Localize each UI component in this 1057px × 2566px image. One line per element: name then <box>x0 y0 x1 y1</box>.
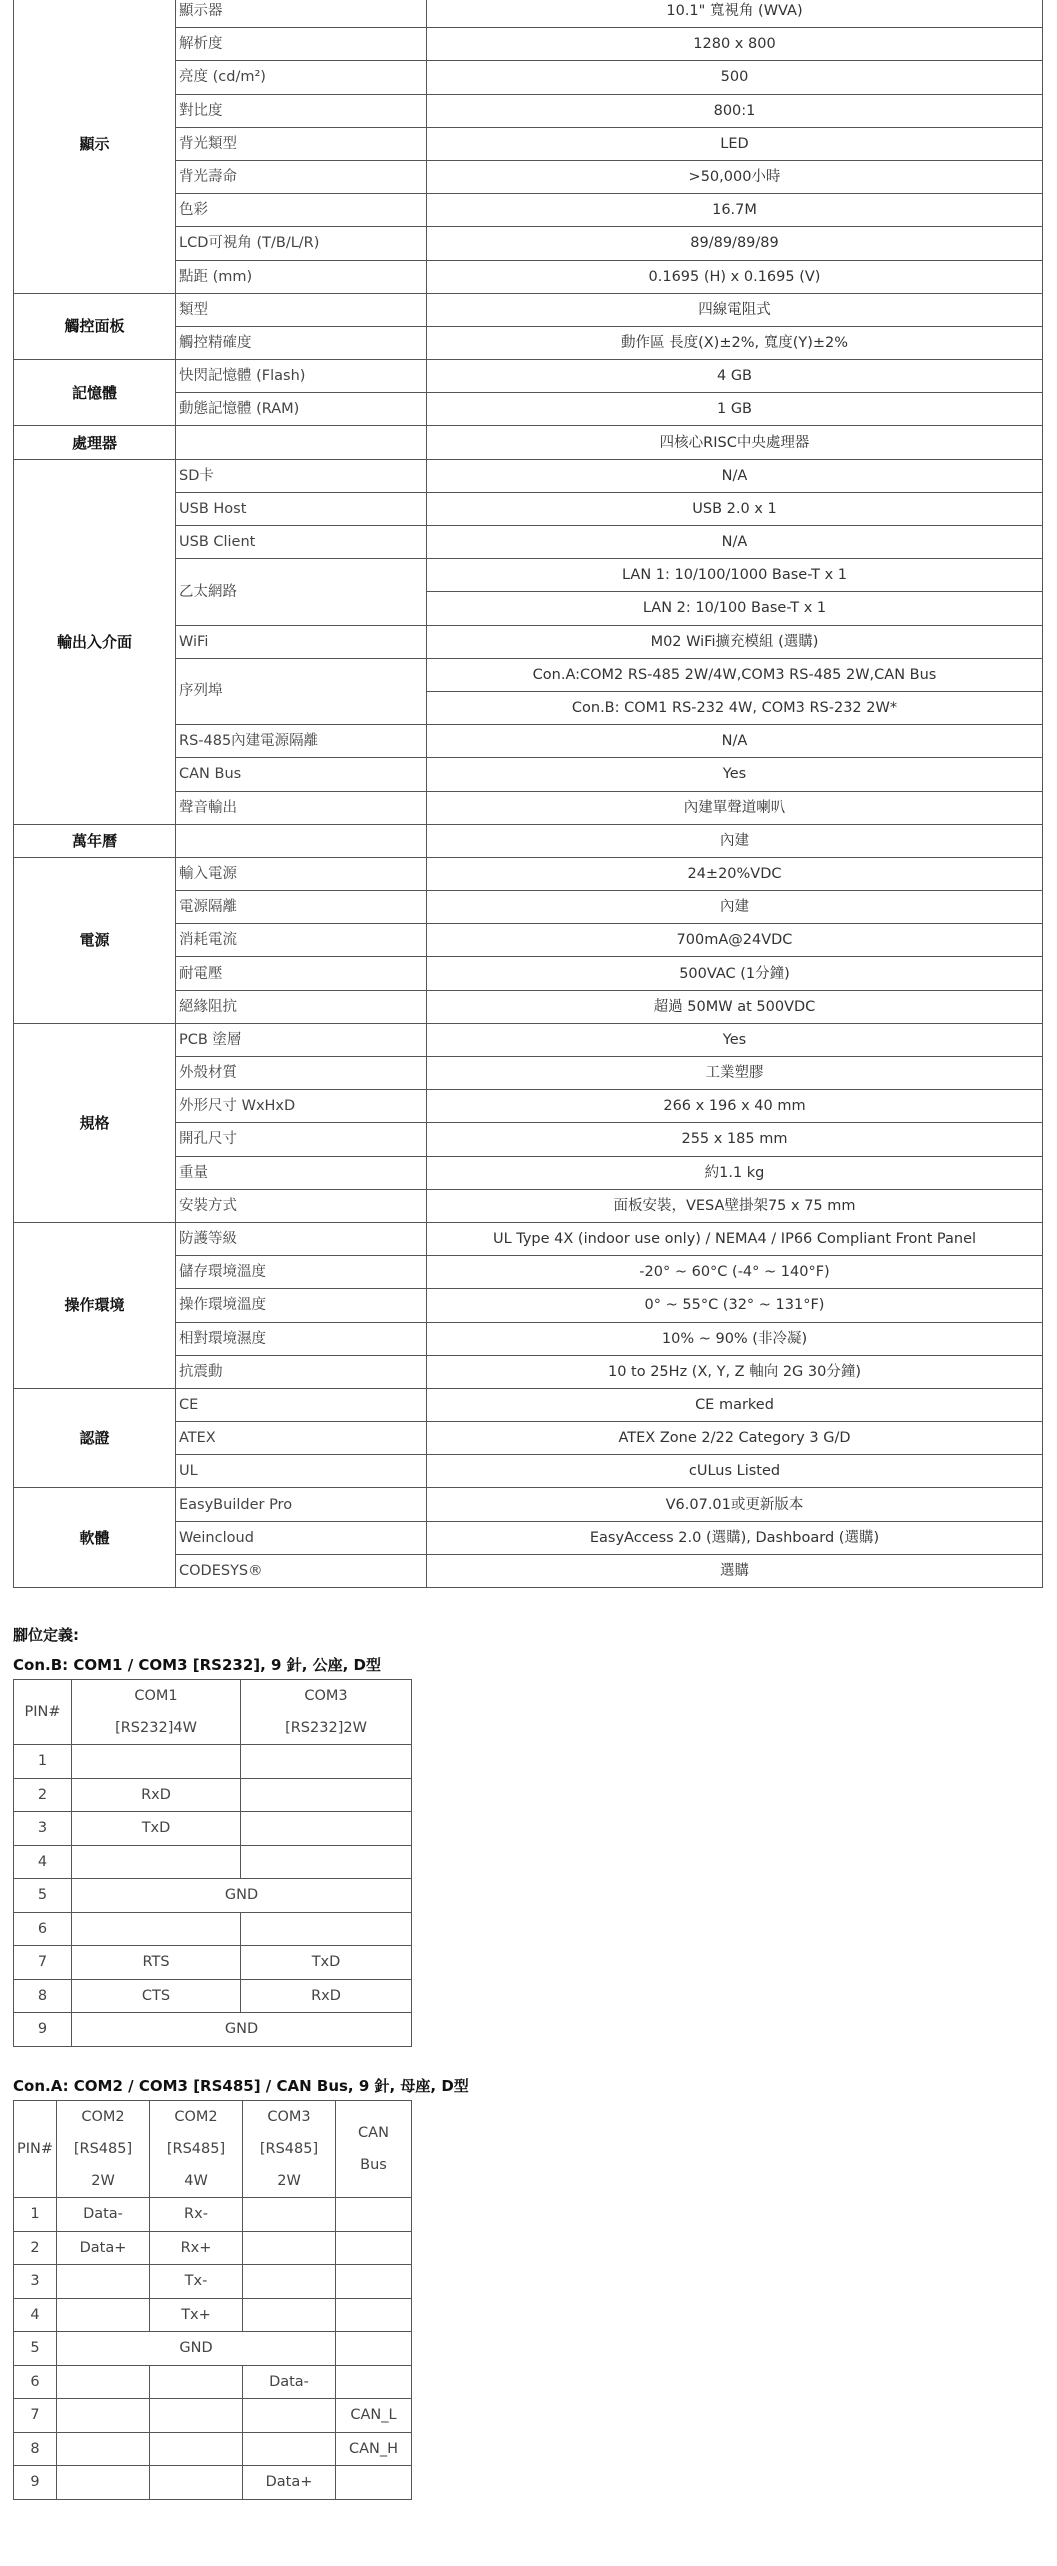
spec-category: 顯示 <box>14 0 176 293</box>
spec-category: 軟體 <box>14 1488 176 1588</box>
column-header <box>72 1680 241 1745</box>
pin-signal <box>57 2265 150 2299</box>
spec-value: 24±20%VDC <box>427 857 1043 890</box>
spec-label: 動態記憶體 (RAM) <box>176 393 427 426</box>
pin-signal: RxD <box>72 1778 241 1812</box>
spec-value: 16.7M <box>427 194 1043 227</box>
pin-signal <box>241 1778 412 1812</box>
pin-signal <box>241 1812 412 1846</box>
pin-signal: CTS <box>72 1979 241 2013</box>
pin-number: 9 <box>14 2013 72 2047</box>
spec-row <box>14 824 1043 857</box>
table-row <box>14 1946 412 1980</box>
pin-signal <box>241 1912 412 1946</box>
spec-category: 萬年曆 <box>14 824 176 857</box>
pin-number: 2 <box>14 1778 72 1812</box>
spec-value: 500 <box>427 61 1043 94</box>
pin-signal: Tx- <box>150 2265 243 2299</box>
spec-value: N/A <box>427 725 1043 758</box>
table-row <box>14 1778 412 1812</box>
cona-title: Con.A: COM2 / COM3 [RS485] / CAN Bus, 9 針, 母座, D型 <box>13 2077 469 2095</box>
spec-value: CE marked <box>427 1388 1043 1421</box>
spec-label: USB Host <box>176 492 427 525</box>
conb-pin-table <box>13 1679 412 2047</box>
spec-value: 10.1" 寬視角 (WVA) <box>427 0 1043 28</box>
spec-label: UL <box>176 1455 427 1488</box>
header-line: CAN <box>358 2125 389 2141</box>
column-header <box>336 2101 412 2198</box>
pin-signal: TxD <box>72 1812 241 1846</box>
spec-value: Yes <box>427 758 1043 791</box>
pin-signal: CAN_L <box>336 2399 412 2433</box>
spec-label: ATEX <box>176 1422 427 1455</box>
pin-signal <box>57 2432 150 2466</box>
column-header <box>150 2101 243 2198</box>
pin-number: 3 <box>14 1812 72 1846</box>
spec-label: 序列埠 <box>176 658 427 724</box>
spec-label: 抗震動 <box>176 1355 427 1388</box>
pin-number: 6 <box>14 2365 57 2399</box>
header-line: [RS485] <box>166 2141 226 2157</box>
pin-signal <box>150 2365 243 2399</box>
spec-value: 255 x 185 mm <box>427 1123 1043 1156</box>
header-line: COM1 <box>134 1688 178 1704</box>
spec-value: 700mA@24VDC <box>427 924 1043 957</box>
spec-category: 處理器 <box>14 426 176 459</box>
pin-signal <box>72 1845 241 1879</box>
spec-row <box>14 426 1043 459</box>
spec-value: 工業塑膠 <box>427 1057 1043 1090</box>
header-line: [RS232]4W <box>115 1720 197 1736</box>
spec-value: 10% ~ 90% (非冷凝) <box>427 1322 1043 1355</box>
spec-label: 重量 <box>176 1156 427 1189</box>
pin-signal <box>243 2432 336 2466</box>
spec-label: 顯示器 <box>176 0 427 28</box>
spec-label: 絕緣阻抗 <box>176 990 427 1023</box>
pin-number: 4 <box>14 1845 72 1879</box>
table-row <box>14 2332 412 2366</box>
table-header-row <box>14 2101 412 2198</box>
spec-label: EasyBuilder Pro <box>176 1488 427 1521</box>
spec-table <box>13 0 1043 1588</box>
spec-label: CE <box>176 1388 427 1421</box>
spec-value: EasyAccess 2.0 (選購), Dashboard (選購) <box>427 1521 1043 1554</box>
spec-value: LAN 2: 10/100 Base-T x 1 <box>427 592 1043 625</box>
pin-signal <box>72 1745 241 1779</box>
spec-category: 認證 <box>14 1388 176 1488</box>
spec-value: USB 2.0 x 1 <box>427 492 1043 525</box>
spec-label: CODESYS® <box>176 1554 427 1587</box>
table-row <box>14 2466 412 2500</box>
pin-signal <box>150 2432 243 2466</box>
pin-signal: Data- <box>57 2198 150 2232</box>
table-row <box>14 1979 412 2013</box>
spec-category: 電源 <box>14 857 176 1023</box>
spec-label: RS-485內建電源隔離 <box>176 725 427 758</box>
header-line: Bus <box>360 2157 387 2173</box>
spec-label: 操作環境溫度 <box>176 1289 427 1322</box>
table-row <box>14 1745 412 1779</box>
table-row <box>14 1912 412 1946</box>
table-row <box>14 2365 412 2399</box>
spec-label: 乙太網路 <box>176 559 427 625</box>
header-line: COM2 <box>81 2109 125 2125</box>
spec-label: 背光壽命 <box>176 160 427 193</box>
spec-category: 操作環境 <box>14 1222 176 1388</box>
pin-signal: TxD <box>241 1946 412 1980</box>
header-line: [RS232]2W <box>285 1720 367 1736</box>
spec-category: 規格 <box>14 1023 176 1222</box>
spec-value: 內建 <box>427 891 1043 924</box>
spec-value: 0.1695 (H) x 0.1695 (V) <box>427 260 1043 293</box>
pin-number: 4 <box>14 2298 57 2332</box>
header-line: 2W <box>277 2173 301 2189</box>
spec-value: cULus Listed <box>427 1455 1043 1488</box>
spec-label: USB Client <box>176 526 427 559</box>
spec-label: 相對環境濕度 <box>176 1322 427 1355</box>
spec-label: 類型 <box>176 293 427 326</box>
pin-number: 1 <box>14 1745 72 1779</box>
pin-number: 3 <box>14 2265 57 2299</box>
pin-signal: Data- <box>243 2365 336 2399</box>
spec-label: 輸入電源 <box>176 857 427 890</box>
spec-label: CAN Bus <box>176 758 427 791</box>
table-header-row <box>14 1680 412 1745</box>
spec-value: N/A <box>427 526 1043 559</box>
spec-row <box>14 857 1043 890</box>
spec-label: 快閃記憶體 (Flash) <box>176 360 427 393</box>
table-row <box>14 1812 412 1846</box>
pin-number: 7 <box>14 1946 72 1980</box>
table-row <box>14 1845 412 1879</box>
spec-value: M02 WiFi擴充模組 (選購) <box>427 625 1043 658</box>
spec-label: 安裝方式 <box>176 1189 427 1222</box>
spec-label <box>176 824 427 857</box>
spec-category: 記憶體 <box>14 360 176 426</box>
pin-signal: CAN_H <box>336 2432 412 2466</box>
table-row <box>14 2231 412 2265</box>
spec-value: 面板安裝，VESA壁掛架75 x 75 mm <box>427 1189 1043 1222</box>
pin-signal <box>336 2365 412 2399</box>
pin-header: PIN# <box>14 2101 57 2198</box>
spec-row <box>14 1488 1043 1521</box>
table-row <box>14 1879 412 1913</box>
spec-label: 點距 (mm) <box>176 260 427 293</box>
header-line: COM3 <box>304 1688 348 1704</box>
pin-number: 8 <box>14 1979 72 2013</box>
table-row <box>14 2432 412 2466</box>
pin-number: 9 <box>14 2466 57 2500</box>
pin-signal <box>243 2198 336 2232</box>
spec-value: 0° ~ 55°C (32° ~ 131°F) <box>427 1289 1043 1322</box>
spec-label: 開孔尺寸 <box>176 1123 427 1156</box>
pin-signal: Data+ <box>243 2466 336 2500</box>
pin-signal: GND <box>72 2013 412 2047</box>
pin-signal: Rx+ <box>150 2231 243 2265</box>
pin-signal <box>336 2198 412 2232</box>
spec-label: 電源隔離 <box>176 891 427 924</box>
pin-signal <box>57 2466 150 2500</box>
spec-value: 超過 50MW at 500VDC <box>427 990 1043 1023</box>
header-line: [RS485] <box>73 2141 133 2157</box>
pin-signal <box>57 2399 150 2433</box>
spec-label: 亮度 (cd/m²) <box>176 61 427 94</box>
spec-row <box>14 360 1043 393</box>
pin-header: PIN# <box>14 1680 72 1745</box>
spec-value: ATEX Zone 2/22 Category 3 G/D <box>427 1422 1043 1455</box>
pin-signal: Tx+ <box>150 2298 243 2332</box>
pin-signal: RxD <box>241 1979 412 2013</box>
pin-signal <box>243 2298 336 2332</box>
pin-signal <box>243 2265 336 2299</box>
spec-value: UL Type 4X (indoor use only) / NEMA4 / IP66 Compliant Front Panel <box>427 1222 1043 1255</box>
pin-signal <box>243 2231 336 2265</box>
spec-value: 1280 x 800 <box>427 28 1043 61</box>
pin-signal <box>243 2399 336 2433</box>
pin-signal: GND <box>72 1879 412 1913</box>
pin-signal: Rx- <box>150 2198 243 2232</box>
spec-value: V6.07.01或更新版本 <box>427 1488 1043 1521</box>
spec-value: -20° ~ 60°C (-4° ~ 140°F) <box>427 1256 1043 1289</box>
column-header <box>241 1680 412 1745</box>
spec-value: 內建單聲道喇叭 <box>427 791 1043 824</box>
spec-label: 外殼材質 <box>176 1057 427 1090</box>
spec-value: 四線電阻式 <box>427 293 1043 326</box>
pin-number: 5 <box>14 1879 72 1913</box>
pin-signal <box>336 2231 412 2265</box>
pin-number: 8 <box>14 2432 57 2466</box>
spec-value: 266 x 196 x 40 mm <box>427 1090 1043 1123</box>
pin-number: 7 <box>14 2399 57 2433</box>
pin-signal <box>57 2365 150 2399</box>
spec-value: 10 to 25Hz (X, Y, Z 軸向 2G 30分鐘) <box>427 1355 1043 1388</box>
spec-label: 背光類型 <box>176 127 427 160</box>
pin-signal <box>150 2399 243 2433</box>
pin-signal <box>72 1912 241 1946</box>
spec-label: WiFi <box>176 625 427 658</box>
pin-signal <box>241 1845 412 1879</box>
spec-value: 動作區 長度(X)±2%, 寬度(Y)±2% <box>427 326 1043 359</box>
pin-number: 1 <box>14 2198 57 2232</box>
spec-value: >50,000小時 <box>427 160 1043 193</box>
spec-value: 500VAC (1分鐘) <box>427 957 1043 990</box>
spec-label: 外形尺寸 WxHxD <box>176 1090 427 1123</box>
spec-label: 儲存環境溫度 <box>176 1256 427 1289</box>
table-row <box>14 2399 412 2433</box>
spec-value: Con.B: COM1 RS-232 4W, COM3 RS-232 2W* <box>427 691 1043 724</box>
spec-row <box>14 1388 1043 1421</box>
spec-row <box>14 1023 1043 1056</box>
table-row <box>14 2013 412 2047</box>
spec-label: 耐電壓 <box>176 957 427 990</box>
spec-label: 聲音輸出 <box>176 791 427 824</box>
header-line: 2W <box>91 2173 115 2189</box>
spec-label: PCB 塗層 <box>176 1023 427 1056</box>
table-row <box>14 2298 412 2332</box>
pin-number: 5 <box>14 2332 57 2366</box>
spec-label: 解析度 <box>176 28 427 61</box>
spec-value: 89/89/89/89 <box>427 227 1043 260</box>
cona-pin-table <box>13 2100 412 2500</box>
spec-value: Yes <box>427 1023 1043 1056</box>
pin-definition-title: 腳位定義: <box>13 1626 79 1644</box>
spec-row <box>14 1222 1043 1255</box>
pin-number: 2 <box>14 2231 57 2265</box>
spec-value: 約1.1 kg <box>427 1156 1043 1189</box>
pin-signal <box>57 2298 150 2332</box>
header-line: [RS485] <box>259 2141 319 2157</box>
spec-value: LED <box>427 127 1043 160</box>
column-header <box>57 2101 150 2198</box>
spec-label <box>176 426 427 459</box>
spec-row <box>14 293 1043 326</box>
pin-signal <box>150 2466 243 2500</box>
spec-row <box>14 459 1043 492</box>
spec-value: 1 GB <box>427 393 1043 426</box>
conb-title: Con.B: COM1 / COM3 [RS232], 9 針, 公座, D型 <box>13 1656 381 1674</box>
pin-number: 6 <box>14 1912 72 1946</box>
header-line: 4W <box>184 2173 208 2189</box>
spec-label: LCD可視角 (T/B/L/R) <box>176 227 427 260</box>
pin-signal <box>336 2466 412 2500</box>
spec-value: 4 GB <box>427 360 1043 393</box>
header-line: COM3 <box>267 2109 311 2125</box>
table-row <box>14 2265 412 2299</box>
spec-label: 色彩 <box>176 194 427 227</box>
header-line: COM2 <box>174 2109 218 2125</box>
spec-value: 選購 <box>427 1554 1043 1587</box>
pin-signal: RTS <box>72 1946 241 1980</box>
spec-value: Con.A:COM2 RS-485 2W/4W,COM3 RS-485 2W,CAN Bus <box>427 658 1043 691</box>
pin-signal <box>241 1745 412 1779</box>
spec-label: 防護等級 <box>176 1222 427 1255</box>
spec-label: 對比度 <box>176 94 427 127</box>
pin-signal: GND <box>57 2332 336 2366</box>
pin-signal <box>336 2332 412 2366</box>
pin-signal: Data+ <box>57 2231 150 2265</box>
table-row <box>14 2198 412 2232</box>
spec-value: LAN 1: 10/100/1000 Base-T x 1 <box>427 559 1043 592</box>
spec-value: 四核心RISC中央處理器 <box>427 426 1043 459</box>
spec-label: 觸控精確度 <box>176 326 427 359</box>
spec-label: Weincloud <box>176 1521 427 1554</box>
spec-category: 觸控面板 <box>14 293 176 359</box>
spec-label: SD卡 <box>176 459 427 492</box>
spec-value: 800:1 <box>427 94 1043 127</box>
column-header <box>243 2101 336 2198</box>
spec-row <box>14 0 1043 28</box>
pin-signal <box>336 2265 412 2299</box>
pin-signal <box>336 2298 412 2332</box>
spec-category: 輸出入介面 <box>14 459 176 824</box>
spec-label: 消耗電流 <box>176 924 427 957</box>
spec-value: 內建 <box>427 824 1043 857</box>
spec-value: N/A <box>427 459 1043 492</box>
